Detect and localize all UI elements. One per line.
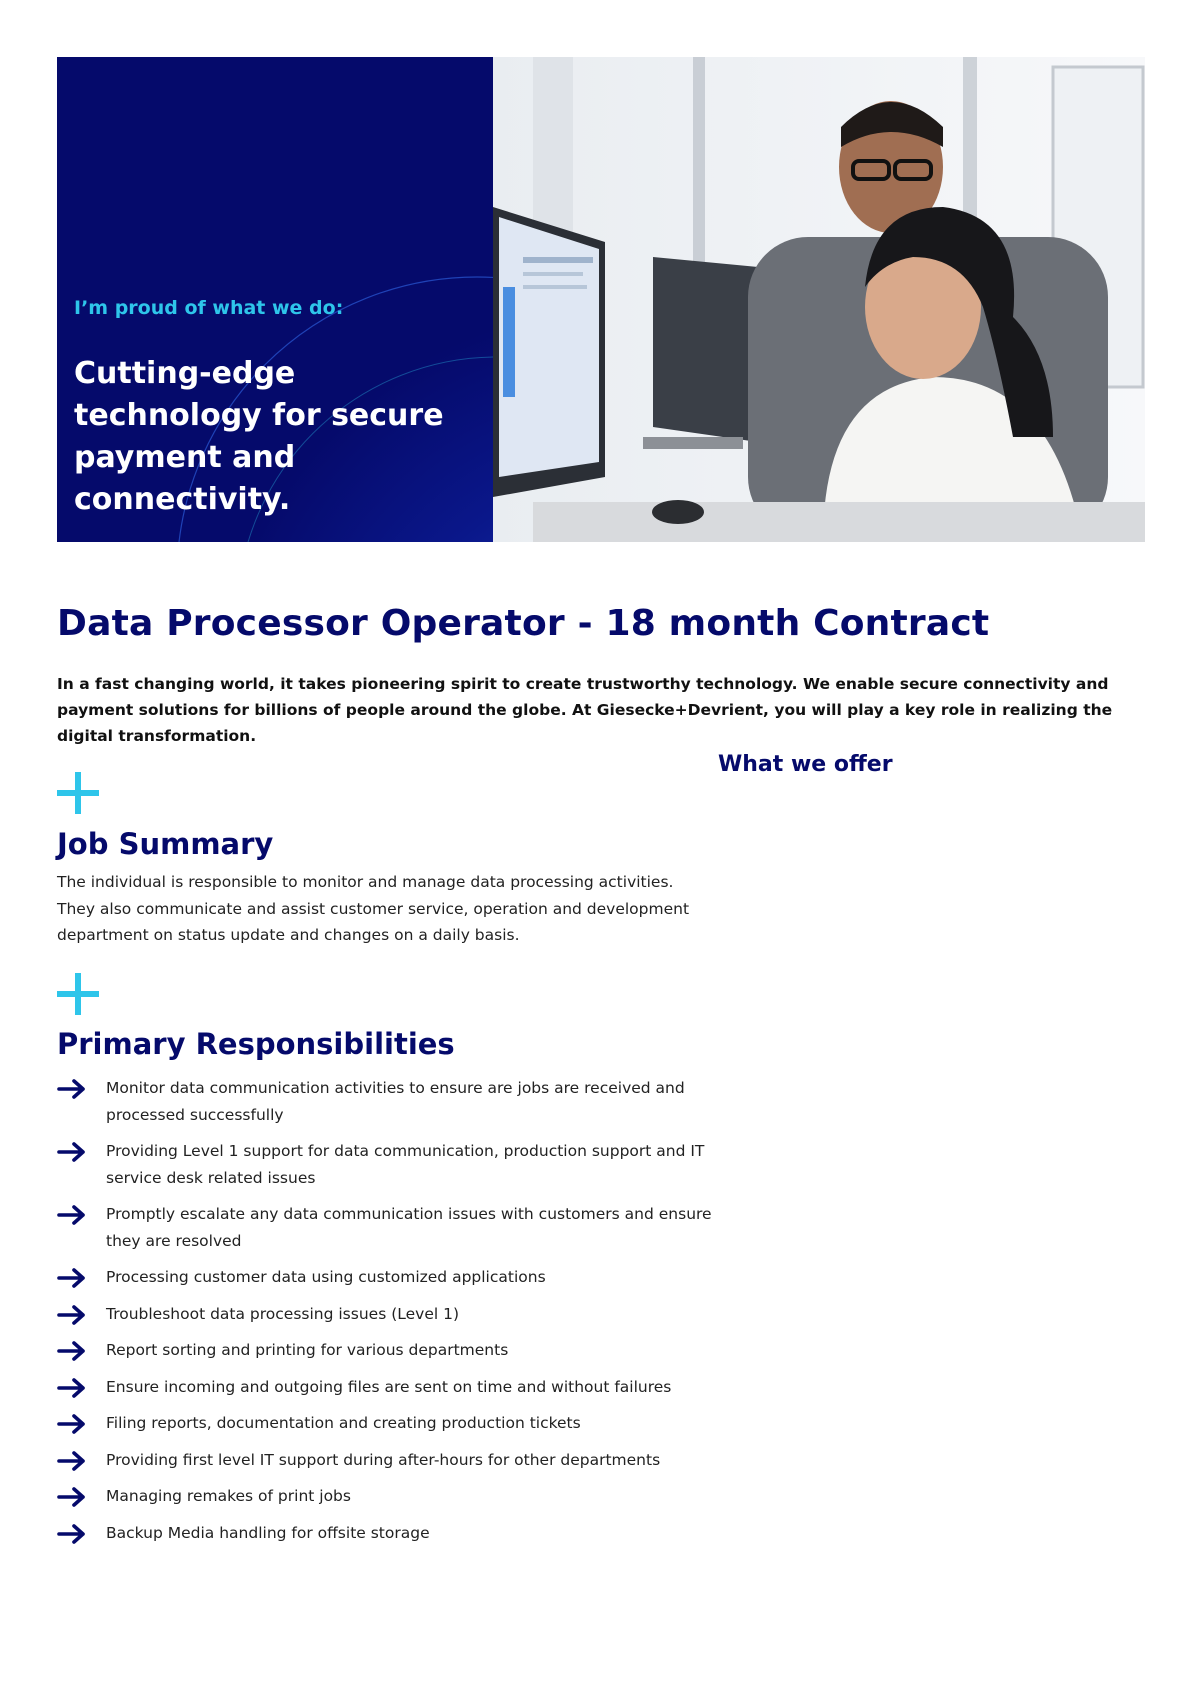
list-item-text: Ensure incoming and outgoing files are sent on time and without failures xyxy=(106,1377,672,1396)
list-item xyxy=(57,1138,717,1191)
list-item-text: Promptly escalate any data communication issues with customers and ensure they are resolved xyxy=(106,1205,712,1250)
list-item-text: Report sorting and printing for various departments xyxy=(106,1341,509,1359)
list-item-text: Backup Media handling for offsite storage xyxy=(106,1523,430,1542)
arrow-right-icon xyxy=(57,1142,87,1162)
page-title: Data Processor Operator - 18 month Contract xyxy=(57,603,990,644)
arrow-right-icon xyxy=(57,1378,87,1398)
job-summary-heading: Job Summary xyxy=(57,827,274,861)
arrow-right-icon xyxy=(57,1414,87,1434)
list-item xyxy=(57,1264,717,1291)
list-item xyxy=(57,1483,717,1510)
arrow-right-icon xyxy=(57,1451,87,1471)
responsibilities-list xyxy=(57,1075,717,1556)
office-workers-photo-icon xyxy=(493,57,1145,542)
arrow-right-icon xyxy=(57,1524,87,1544)
arrow-right-icon xyxy=(57,1079,87,1099)
arrow-right-icon xyxy=(57,1205,87,1225)
list-item-text: Troubleshoot data processing issues (Level 1) xyxy=(106,1304,459,1323)
job-summary-text: The individual is responsible to monitor and manage data processing activities. They also communicate and assist customer service, operation and development department on status update and changes on a daily basis. xyxy=(57,873,690,944)
arrow-right-icon xyxy=(57,1305,87,1325)
list-item-text: Processing customer data using customized applications xyxy=(106,1268,546,1286)
list-item xyxy=(57,1201,717,1254)
list-item-text: Managing remakes of print jobs xyxy=(106,1487,351,1505)
hero-photo xyxy=(493,57,1145,542)
primary-responsibilities-heading: Primary Responsibilities xyxy=(57,1027,455,1061)
list-item-text: Monitor data communication activities to ensure are jobs are received and processed successfully xyxy=(106,1079,685,1124)
hero-banner xyxy=(57,57,1145,542)
plus-icon xyxy=(57,772,99,814)
arrow-right-icon xyxy=(57,1268,87,1288)
list-item-text: Providing first level IT support during after-hours for other departments xyxy=(106,1450,661,1469)
hero-text-panel xyxy=(57,57,493,542)
arrow-right-icon xyxy=(57,1487,87,1507)
list-item xyxy=(57,1075,717,1128)
intro-paragraph: In a fast changing world, it takes pioneering spirit to create trustworthy technology. We enable secure connectivity and payment solutions for billions of people around the globe. At Giesecke+Devrient, you will play a key role in realizing the digital transformation. xyxy=(57,675,1113,745)
what-we-offer-heading: What we offer xyxy=(718,752,893,777)
list-item xyxy=(57,1374,717,1401)
arrow-right-icon xyxy=(57,1341,87,1361)
hero-headline: Cutting-edge technology for secure payment and connectivity. xyxy=(74,356,444,517)
list-item xyxy=(57,1410,717,1437)
hero-tagline: I’m proud of what we do: xyxy=(74,297,344,319)
plus-icon xyxy=(57,973,99,1015)
list-item-text: Providing Level 1 support for data communication, production support and IT service desk related issues xyxy=(106,1142,705,1187)
list-item xyxy=(57,1520,717,1547)
list-item xyxy=(57,1301,717,1328)
list-item xyxy=(57,1337,717,1364)
list-item-text: Filing reports, documentation and creating production tickets xyxy=(106,1414,581,1432)
list-item xyxy=(57,1447,717,1474)
